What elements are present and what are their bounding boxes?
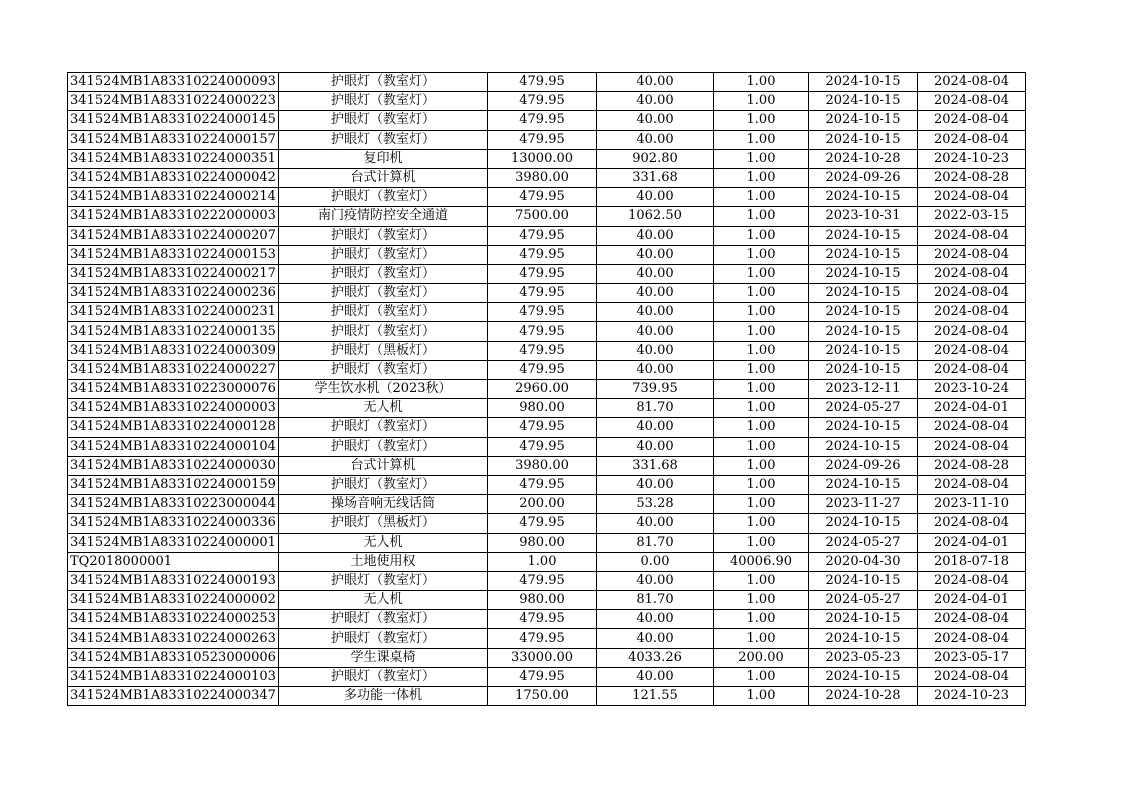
acquire-date-cell: 2018-07-18 xyxy=(918,552,1026,571)
asset-code-cell: 341524MB1A83310523000006 xyxy=(68,648,279,667)
original-value-cell: 2960.00 xyxy=(488,380,597,399)
asset-code-cell: 341524MB1A83310224000217 xyxy=(68,264,279,283)
entry-date-cell: 2024-10-15 xyxy=(809,418,918,437)
entry-date-cell: 2024-10-15 xyxy=(809,284,918,303)
asset-name-cell: 护眼灯（教室灯） xyxy=(279,418,488,437)
quantity-cell: 1.00 xyxy=(714,284,809,303)
depreciation-cell: 81.70 xyxy=(597,399,714,418)
table-row xyxy=(68,226,1026,245)
table-row xyxy=(68,73,1026,92)
depreciation-cell: 53.28 xyxy=(597,495,714,514)
asset-name-cell: 护眼灯（教室灯） xyxy=(279,245,488,264)
asset-name-cell: 无人机 xyxy=(279,399,488,418)
quantity-cell: 1.00 xyxy=(714,111,809,130)
original-value-cell: 33000.00 xyxy=(488,648,597,667)
entry-date-cell: 2024-05-27 xyxy=(809,399,918,418)
original-value-cell: 479.95 xyxy=(488,667,597,686)
acquire-date-cell: 2023-05-17 xyxy=(918,648,1026,667)
entry-date-cell: 2024-10-15 xyxy=(809,514,918,533)
asset-code-cell: 341524MB1A83310224000145 xyxy=(68,111,279,130)
quantity-cell: 1.00 xyxy=(714,207,809,226)
entry-date-cell: 2024-05-27 xyxy=(809,533,918,552)
entry-date-cell: 2024-10-15 xyxy=(809,111,918,130)
asset-name-cell: 复印机 xyxy=(279,149,488,168)
acquire-date-cell: 2024-08-04 xyxy=(918,111,1026,130)
asset-name-cell: 护眼灯（教室灯） xyxy=(279,303,488,322)
quantity-cell: 1.00 xyxy=(714,322,809,341)
entry-date-cell: 2024-10-15 xyxy=(809,341,918,360)
entry-date-cell: 2020-04-30 xyxy=(809,552,918,571)
asset-name-cell: 护眼灯（教室灯） xyxy=(279,610,488,629)
entry-date-cell: 2023-11-27 xyxy=(809,495,918,514)
table-row xyxy=(68,418,1026,437)
table-row xyxy=(68,533,1026,552)
table-row xyxy=(68,341,1026,360)
asset-code-cell: 341524MB1A83310224000231 xyxy=(68,303,279,322)
acquire-date-cell: 2024-08-04 xyxy=(918,264,1026,283)
acquire-date-cell: 2024-08-28 xyxy=(918,168,1026,187)
asset-name-cell: 护眼灯（教室灯） xyxy=(279,475,488,494)
asset-code-cell: 341524MB1A83310224000030 xyxy=(68,456,279,475)
asset-name-cell: 无人机 xyxy=(279,533,488,552)
asset-name-cell: 护眼灯（教室灯） xyxy=(279,111,488,130)
entry-date-cell: 2024-10-15 xyxy=(809,360,918,379)
asset-name-cell: 护眼灯（教室灯） xyxy=(279,264,488,283)
quantity-cell: 1.00 xyxy=(714,168,809,187)
original-value-cell: 479.95 xyxy=(488,188,597,207)
table-row xyxy=(68,591,1026,610)
table-row xyxy=(68,168,1026,187)
original-value-cell: 479.95 xyxy=(488,92,597,111)
depreciation-cell: 40.00 xyxy=(597,92,714,111)
acquire-date-cell: 2024-08-04 xyxy=(918,73,1026,92)
quantity-cell: 1.00 xyxy=(714,130,809,149)
depreciation-cell: 40.00 xyxy=(597,322,714,341)
quantity-cell: 200.00 xyxy=(714,648,809,667)
table-row xyxy=(68,92,1026,111)
asset-code-cell: 341524MB1A83310224000193 xyxy=(68,571,279,590)
depreciation-cell: 40.00 xyxy=(597,130,714,149)
acquire-date-cell: 2024-08-04 xyxy=(918,514,1026,533)
entry-date-cell: 2024-05-27 xyxy=(809,591,918,610)
depreciation-cell: 739.95 xyxy=(597,380,714,399)
table-row xyxy=(68,667,1026,686)
asset-name-cell: 台式计算机 xyxy=(279,168,488,187)
table-row xyxy=(68,629,1026,648)
quantity-cell: 1.00 xyxy=(714,495,809,514)
original-value-cell: 3980.00 xyxy=(488,168,597,187)
table-row xyxy=(68,437,1026,456)
quantity-cell: 1.00 xyxy=(714,303,809,322)
original-value-cell: 3980.00 xyxy=(488,456,597,475)
quantity-cell: 1.00 xyxy=(714,341,809,360)
asset-code-cell: 341524MB1A83310224000236 xyxy=(68,284,279,303)
quantity-cell: 1.00 xyxy=(714,533,809,552)
table-row xyxy=(68,456,1026,475)
table-row xyxy=(68,610,1026,629)
asset-code-cell: 341524MB1A83310224000263 xyxy=(68,629,279,648)
depreciation-cell: 4033.26 xyxy=(597,648,714,667)
quantity-cell: 1.00 xyxy=(714,475,809,494)
asset-name-cell: 操场音响无线话筒 xyxy=(279,495,488,514)
depreciation-cell: 1062.50 xyxy=(597,207,714,226)
asset-code-cell: 341524MB1A83310224000351 xyxy=(68,149,279,168)
quantity-cell: 1.00 xyxy=(714,514,809,533)
quantity-cell: 1.00 xyxy=(714,264,809,283)
quantity-cell: 1.00 xyxy=(714,92,809,111)
asset-code-cell: 341524MB1A83310224000103 xyxy=(68,667,279,686)
asset-code-cell: 341524MB1A83310224000002 xyxy=(68,591,279,610)
acquire-date-cell: 2022-03-15 xyxy=(918,207,1026,226)
quantity-cell: 1.00 xyxy=(714,226,809,245)
asset-name-cell: 多功能一体机 xyxy=(279,687,488,706)
depreciation-cell: 40.00 xyxy=(597,610,714,629)
entry-date-cell: 2024-10-15 xyxy=(809,629,918,648)
entry-date-cell: 2024-10-15 xyxy=(809,437,918,456)
acquire-date-cell: 2023-10-24 xyxy=(918,380,1026,399)
acquire-date-cell: 2024-08-04 xyxy=(918,284,1026,303)
table-row xyxy=(68,571,1026,590)
original-value-cell: 479.95 xyxy=(488,475,597,494)
quantity-cell: 1.00 xyxy=(714,610,809,629)
asset-name-cell: 护眼灯（教室灯） xyxy=(279,188,488,207)
asset-code-cell: 341524MB1A83310224000253 xyxy=(68,610,279,629)
asset-name-cell: 护眼灯（教室灯） xyxy=(279,571,488,590)
asset-name-cell: 护眼灯（教室灯） xyxy=(279,437,488,456)
depreciation-cell: 121.55 xyxy=(597,687,714,706)
depreciation-cell: 40.00 xyxy=(597,514,714,533)
acquire-date-cell: 2024-10-23 xyxy=(918,149,1026,168)
depreciation-cell: 40.00 xyxy=(597,188,714,207)
original-value-cell: 479.95 xyxy=(488,610,597,629)
entry-date-cell: 2023-05-23 xyxy=(809,648,918,667)
acquire-date-cell: 2024-08-04 xyxy=(918,629,1026,648)
asset-name-cell: 南门疫情防控安全通道 xyxy=(279,207,488,226)
depreciation-cell: 40.00 xyxy=(597,437,714,456)
quantity-cell: 1.00 xyxy=(714,418,809,437)
acquire-date-cell: 2024-08-04 xyxy=(918,610,1026,629)
asset-code-cell: 341524MB1A83310224000214 xyxy=(68,188,279,207)
original-value-cell: 479.95 xyxy=(488,130,597,149)
quantity-cell: 1.00 xyxy=(714,360,809,379)
asset-table xyxy=(67,72,1026,706)
quantity-cell: 1.00 xyxy=(714,571,809,590)
entry-date-cell: 2024-10-15 xyxy=(809,264,918,283)
asset-name-cell: 无人机 xyxy=(279,591,488,610)
original-value-cell: 980.00 xyxy=(488,399,597,418)
original-value-cell: 479.95 xyxy=(488,514,597,533)
original-value-cell: 479.95 xyxy=(488,360,597,379)
depreciation-cell: 40.00 xyxy=(597,360,714,379)
entry-date-cell: 2024-10-15 xyxy=(809,73,918,92)
acquire-date-cell: 2024-08-04 xyxy=(918,571,1026,590)
original-value-cell: 1750.00 xyxy=(488,687,597,706)
table-row xyxy=(68,380,1026,399)
table-row xyxy=(68,360,1026,379)
acquire-date-cell: 2024-08-04 xyxy=(918,303,1026,322)
quantity-cell: 1.00 xyxy=(714,437,809,456)
asset-name-cell: 护眼灯（黑板灯） xyxy=(279,514,488,533)
original-value-cell: 479.95 xyxy=(488,303,597,322)
entry-date-cell: 2024-10-15 xyxy=(809,610,918,629)
acquire-date-cell: 2024-08-04 xyxy=(918,360,1026,379)
entry-date-cell: 2024-10-15 xyxy=(809,226,918,245)
asset-name-cell: 护眼灯（黑板灯） xyxy=(279,341,488,360)
acquire-date-cell: 2024-10-23 xyxy=(918,687,1026,706)
entry-date-cell: 2024-10-28 xyxy=(809,149,918,168)
asset-name-cell: 护眼灯（教室灯） xyxy=(279,73,488,92)
asset-code-cell: 341524MB1A83310224000001 xyxy=(68,533,279,552)
original-value-cell: 479.95 xyxy=(488,418,597,437)
original-value-cell: 479.95 xyxy=(488,111,597,130)
acquire-date-cell: 2024-08-04 xyxy=(918,226,1026,245)
original-value-cell: 479.95 xyxy=(488,284,597,303)
depreciation-cell: 40.00 xyxy=(597,245,714,264)
table-row xyxy=(68,284,1026,303)
entry-date-cell: 2024-10-15 xyxy=(809,130,918,149)
asset-code-cell: 341524MB1A83310224000128 xyxy=(68,418,279,437)
quantity-cell: 1.00 xyxy=(714,591,809,610)
table-row xyxy=(68,149,1026,168)
asset-name-cell: 护眼灯（教室灯） xyxy=(279,667,488,686)
entry-date-cell: 2024-10-15 xyxy=(809,245,918,264)
entry-date-cell: 2023-10-31 xyxy=(809,207,918,226)
original-value-cell: 479.95 xyxy=(488,437,597,456)
quantity-cell: 1.00 xyxy=(714,399,809,418)
entry-date-cell: 2024-10-15 xyxy=(809,667,918,686)
acquire-date-cell: 2024-08-04 xyxy=(918,130,1026,149)
table-row xyxy=(68,111,1026,130)
table-row xyxy=(68,648,1026,667)
depreciation-cell: 40.00 xyxy=(597,418,714,437)
depreciation-cell: 331.68 xyxy=(597,168,714,187)
original-value-cell: 13000.00 xyxy=(488,149,597,168)
acquire-date-cell: 2024-04-01 xyxy=(918,399,1026,418)
entry-date-cell: 2024-10-15 xyxy=(809,571,918,590)
depreciation-cell: 40.00 xyxy=(597,475,714,494)
depreciation-cell: 331.68 xyxy=(597,456,714,475)
asset-code-cell: 341524MB1A83310224000227 xyxy=(68,360,279,379)
original-value-cell: 479.95 xyxy=(488,264,597,283)
asset-code-cell: 341524MB1A83310224000157 xyxy=(68,130,279,149)
asset-code-cell: 341524MB1A83310224000003 xyxy=(68,399,279,418)
quantity-cell: 1.00 xyxy=(714,629,809,648)
asset-code-cell: 341524MB1A83310224000223 xyxy=(68,92,279,111)
quantity-cell: 1.00 xyxy=(714,245,809,264)
table-row xyxy=(68,399,1026,418)
acquire-date-cell: 2024-08-04 xyxy=(918,322,1026,341)
table-row xyxy=(68,322,1026,341)
acquire-date-cell: 2024-08-04 xyxy=(918,437,1026,456)
asset-name-cell: 护眼灯（教室灯） xyxy=(279,226,488,245)
entry-date-cell: 2024-10-15 xyxy=(809,475,918,494)
asset-code-cell: 341524MB1A83310224000309 xyxy=(68,341,279,360)
asset-code-cell: 341524MB1A83310222000003 xyxy=(68,207,279,226)
depreciation-cell: 40.00 xyxy=(597,341,714,360)
depreciation-cell: 40.00 xyxy=(597,303,714,322)
quantity-cell: 1.00 xyxy=(714,73,809,92)
asset-code-cell: TQ2018000001 xyxy=(68,552,279,571)
depreciation-cell: 40.00 xyxy=(597,264,714,283)
original-value-cell: 479.95 xyxy=(488,226,597,245)
asset-name-cell: 学生课桌椅 xyxy=(279,648,488,667)
quantity-cell: 1.00 xyxy=(714,687,809,706)
acquire-date-cell: 2024-08-04 xyxy=(918,92,1026,111)
asset-name-cell: 台式计算机 xyxy=(279,456,488,475)
depreciation-cell: 40.00 xyxy=(597,111,714,130)
table-row xyxy=(68,552,1026,571)
depreciation-cell: 81.70 xyxy=(597,533,714,552)
table-row xyxy=(68,687,1026,706)
table-row xyxy=(68,245,1026,264)
acquire-date-cell: 2023-11-10 xyxy=(918,495,1026,514)
asset-code-cell: 341524MB1A83310224000135 xyxy=(68,322,279,341)
entry-date-cell: 2024-09-26 xyxy=(809,168,918,187)
asset-code-cell: 341524MB1A83310224000336 xyxy=(68,514,279,533)
table-row xyxy=(68,303,1026,322)
entry-date-cell: 2024-10-15 xyxy=(809,188,918,207)
asset-code-cell: 341524MB1A83310224000159 xyxy=(68,475,279,494)
original-value-cell: 479.95 xyxy=(488,629,597,648)
acquire-date-cell: 2024-08-04 xyxy=(918,245,1026,264)
original-value-cell: 980.00 xyxy=(488,591,597,610)
asset-code-cell: 341524MB1A83310224000042 xyxy=(68,168,279,187)
depreciation-cell: 40.00 xyxy=(597,73,714,92)
asset-name-cell: 护眼灯（教室灯） xyxy=(279,360,488,379)
acquire-date-cell: 2024-08-04 xyxy=(918,667,1026,686)
asset-code-cell: 341524MB1A83310224000104 xyxy=(68,437,279,456)
depreciation-cell: 40.00 xyxy=(597,226,714,245)
entry-date-cell: 2024-10-28 xyxy=(809,687,918,706)
asset-name-cell: 护眼灯（教室灯） xyxy=(279,322,488,341)
entry-date-cell: 2024-10-15 xyxy=(809,322,918,341)
original-value-cell: 479.95 xyxy=(488,322,597,341)
original-value-cell: 200.00 xyxy=(488,495,597,514)
asset-name-cell: 护眼灯（教室灯） xyxy=(279,130,488,149)
depreciation-cell: 40.00 xyxy=(597,667,714,686)
asset-name-cell: 学生饮水机（2023秋） xyxy=(279,380,488,399)
table-row xyxy=(68,188,1026,207)
quantity-cell: 40006.90 xyxy=(714,552,809,571)
table-row xyxy=(68,514,1026,533)
entry-date-cell: 2023-12-11 xyxy=(809,380,918,399)
entry-date-cell: 2024-09-26 xyxy=(809,456,918,475)
acquire-date-cell: 2024-08-28 xyxy=(918,456,1026,475)
original-value-cell: 479.95 xyxy=(488,73,597,92)
depreciation-cell: 81.70 xyxy=(597,591,714,610)
acquire-date-cell: 2024-08-04 xyxy=(918,475,1026,494)
acquire-date-cell: 2024-08-04 xyxy=(918,188,1026,207)
asset-code-cell: 341524MB1A83310224000347 xyxy=(68,687,279,706)
table-row xyxy=(68,207,1026,226)
table-row xyxy=(68,495,1026,514)
quantity-cell: 1.00 xyxy=(714,667,809,686)
depreciation-cell: 902.80 xyxy=(597,149,714,168)
acquire-date-cell: 2024-04-01 xyxy=(918,591,1026,610)
asset-code-cell: 341524MB1A83310223000076 xyxy=(68,380,279,399)
asset-name-cell: 护眼灯（教室灯） xyxy=(279,629,488,648)
depreciation-cell: 40.00 xyxy=(597,629,714,648)
acquire-date-cell: 2024-04-01 xyxy=(918,533,1026,552)
asset-name-cell: 护眼灯（教室灯） xyxy=(279,284,488,303)
acquire-date-cell: 2024-08-04 xyxy=(918,341,1026,360)
depreciation-cell: 0.00 xyxy=(597,552,714,571)
depreciation-cell: 40.00 xyxy=(597,284,714,303)
table-row xyxy=(68,130,1026,149)
asset-code-cell: 341524MB1A83310224000207 xyxy=(68,226,279,245)
table-row xyxy=(68,475,1026,494)
asset-code-cell: 341524MB1A83310224000093 xyxy=(68,73,279,92)
quantity-cell: 1.00 xyxy=(714,149,809,168)
asset-name-cell: 土地使用权 xyxy=(279,552,488,571)
asset-table-body xyxy=(68,73,1026,706)
original-value-cell: 479.95 xyxy=(488,571,597,590)
original-value-cell: 479.95 xyxy=(488,245,597,264)
original-value-cell: 1.00 xyxy=(488,552,597,571)
acquire-date-cell: 2024-08-04 xyxy=(918,418,1026,437)
entry-date-cell: 2024-10-15 xyxy=(809,303,918,322)
quantity-cell: 1.00 xyxy=(714,188,809,207)
asset-code-cell: 341524MB1A83310223000044 xyxy=(68,495,279,514)
quantity-cell: 1.00 xyxy=(714,456,809,475)
asset-code-cell: 341524MB1A83310224000153 xyxy=(68,245,279,264)
asset-name-cell: 护眼灯（教室灯） xyxy=(279,92,488,111)
table-row xyxy=(68,264,1026,283)
quantity-cell: 1.00 xyxy=(714,380,809,399)
original-value-cell: 7500.00 xyxy=(488,207,597,226)
original-value-cell: 980.00 xyxy=(488,533,597,552)
original-value-cell: 479.95 xyxy=(488,341,597,360)
depreciation-cell: 40.00 xyxy=(597,571,714,590)
entry-date-cell: 2024-10-15 xyxy=(809,92,918,111)
